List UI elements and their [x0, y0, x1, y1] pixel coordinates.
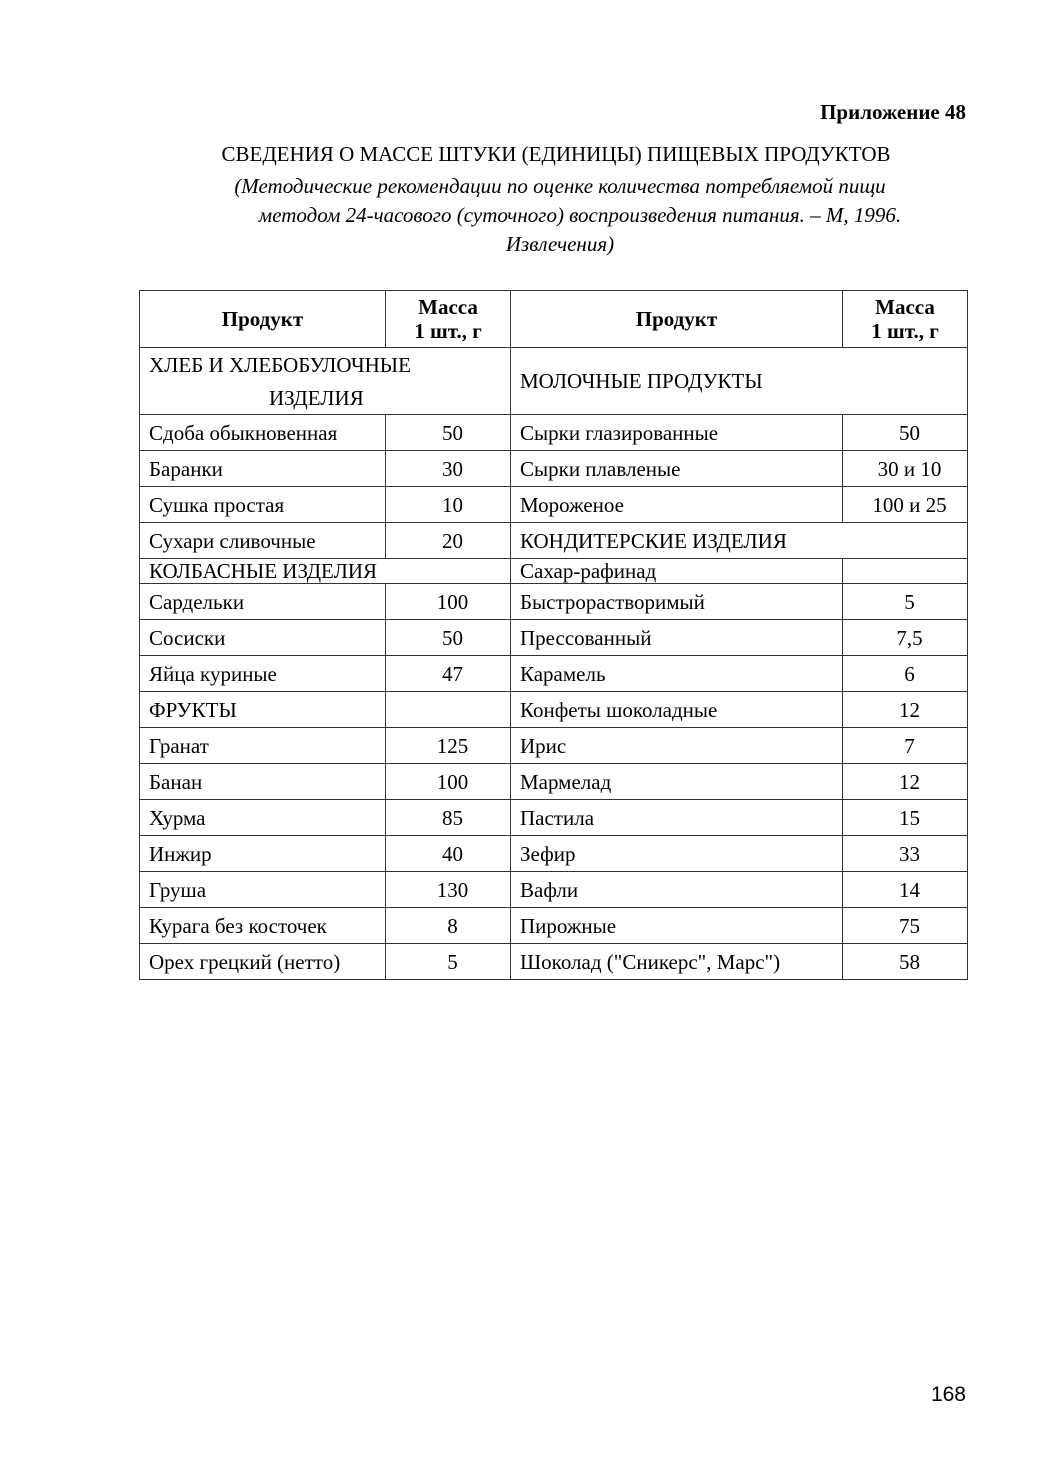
mass-value-left: 20 — [386, 523, 511, 559]
mass-value-right: 58 — [843, 944, 968, 980]
product-name-right: Сахар-рафинад — [511, 559, 843, 584]
document-subtitle — [160, 172, 960, 259]
product-name-left: Хурма — [140, 800, 386, 836]
product-name-left: Груша — [140, 872, 386, 908]
table-row — [140, 584, 968, 620]
mass-value-left: 50 — [386, 620, 511, 656]
table-row — [140, 451, 968, 487]
section-bread — [140, 348, 511, 415]
product-name-right: Сырки глазированные — [511, 415, 843, 451]
product-name-right: Карамель — [511, 656, 843, 692]
header-mass-right — [843, 291, 968, 348]
product-name-right: Мармелад — [511, 764, 843, 800]
table-row — [140, 944, 968, 980]
table-row — [140, 692, 968, 728]
header-product-right: Продукт — [511, 291, 843, 348]
subtitle-line-1: (Методические рекомендации по оценке количества потребляемой пищи — [234, 174, 886, 198]
table-row — [140, 908, 968, 944]
section-confectionery: КОНДИТЕРСКИЕ ИЗДЕЛИЯ — [511, 523, 968, 559]
section-bread-line2: ИЗДЕЛИЯ — [269, 385, 364, 410]
table-row — [140, 836, 968, 872]
product-name-right: Пирожные — [511, 908, 843, 944]
header-mass-left — [386, 291, 511, 348]
mass-value-left: 85 — [386, 800, 511, 836]
table-row — [140, 872, 968, 908]
mass-value-left: 130 — [386, 872, 511, 908]
product-name-left: Баранки — [140, 451, 386, 487]
mass-value-right: 6 — [843, 656, 968, 692]
product-name-right: Прессованный — [511, 620, 843, 656]
product-name-left: Сардельки — [140, 584, 386, 620]
product-name-left: Сушка простая — [140, 487, 386, 523]
table-row — [140, 620, 968, 656]
mass-value-left: 10 — [386, 487, 511, 523]
mass-value-left: 100 — [386, 584, 511, 620]
product-name-right: Ирис — [511, 728, 843, 764]
mass-value-right: 7 — [843, 728, 968, 764]
product-mass-table — [139, 290, 968, 980]
product-name-left: Орех грецкий (нетто) — [140, 944, 386, 980]
table-row — [140, 523, 968, 559]
section-row-bread-dairy — [140, 348, 968, 415]
header-mass-right-line1: Масса — [875, 295, 935, 319]
product-name-left: Курага без косточек — [140, 908, 386, 944]
mass-value-right: 75 — [843, 908, 968, 944]
table-row — [140, 800, 968, 836]
subtitle-line-3: Извлечения) — [505, 232, 615, 256]
mass-value-left: 47 — [386, 656, 511, 692]
table-row — [140, 559, 968, 584]
table-row — [140, 487, 968, 523]
header-mass-left-line2: 1 шт., г — [414, 319, 482, 343]
mass-value-right: 50 — [843, 415, 968, 451]
product-name-left: Банан — [140, 764, 386, 800]
section-dairy: МОЛОЧНЫЕ ПРОДУКТЫ — [511, 348, 968, 415]
mass-value-left: 30 — [386, 451, 511, 487]
product-name-left: Инжир — [140, 836, 386, 872]
header-mass-left-line1: Масса — [418, 295, 478, 319]
product-name-right: Конфеты шоколадные — [511, 692, 843, 728]
subtitle-line-2: методом 24-часового (суточного) воспроизведения питания. – М, 1996. — [258, 203, 902, 227]
header-product-left: Продукт — [140, 291, 386, 348]
mass-value-left: 8 — [386, 908, 511, 944]
mass-value-right: 14 — [843, 872, 968, 908]
product-name-right: Зефир — [511, 836, 843, 872]
mass-value-right — [843, 559, 968, 584]
appendix-label: Приложение 48 — [820, 100, 966, 124]
product-name-right: Шоколад ("Сникерс", Марс") — [511, 944, 843, 980]
table-row — [140, 415, 968, 451]
mass-value-right: 15 — [843, 800, 968, 836]
mass-value-right: 7,5 — [843, 620, 968, 656]
table-row — [140, 656, 968, 692]
section-bread-line1: ХЛЕБ И ХЛЕБОБУЛОЧНЫЕ — [149, 352, 411, 377]
mass-value-left — [386, 692, 511, 728]
page-number: 168 — [930, 1383, 966, 1406]
section-sausage: КОЛБАСНЫЕ ИЗДЕЛИЯ — [140, 559, 511, 584]
product-name-left: Сдоба обыкновенная — [140, 415, 386, 451]
mass-value-right: 30 и 10 — [843, 451, 968, 487]
mass-value-left: 40 — [386, 836, 511, 872]
table-header-row — [140, 291, 968, 348]
product-name-left: Гранат — [140, 728, 386, 764]
product-name-left: Сухари сливочные — [140, 523, 386, 559]
mass-value-right: 12 — [843, 764, 968, 800]
product-name-left: Яйца куриные — [140, 656, 386, 692]
mass-value-right: 33 — [843, 836, 968, 872]
header-mass-right-line2: 1 шт., г — [871, 319, 939, 343]
product-name-right: Вафли — [511, 872, 843, 908]
product-name-left: Сосиски — [140, 620, 386, 656]
product-name-left: ФРУКТЫ — [140, 692, 386, 728]
document-title: СВЕДЕНИЯ О МАССЕ ШТУКИ (ЕДИНИЦЫ) ПИЩЕВЫХ ПРОДУКТОВ — [221, 142, 891, 166]
table-row — [140, 764, 968, 800]
mass-value-right: 5 — [843, 584, 968, 620]
product-name-right: Мороженое — [511, 487, 843, 523]
mass-value-left: 5 — [386, 944, 511, 980]
table-row — [140, 728, 968, 764]
product-name-right: Пастила — [511, 800, 843, 836]
mass-value-left: 100 — [386, 764, 511, 800]
mass-value-left: 125 — [386, 728, 511, 764]
product-name-right: Быстрорастворимый — [511, 584, 843, 620]
mass-value-right: 12 — [843, 692, 968, 728]
product-name-right: Сырки плавленые — [511, 451, 843, 487]
mass-value-right: 100 и 25 — [843, 487, 968, 523]
mass-value-left: 50 — [386, 415, 511, 451]
